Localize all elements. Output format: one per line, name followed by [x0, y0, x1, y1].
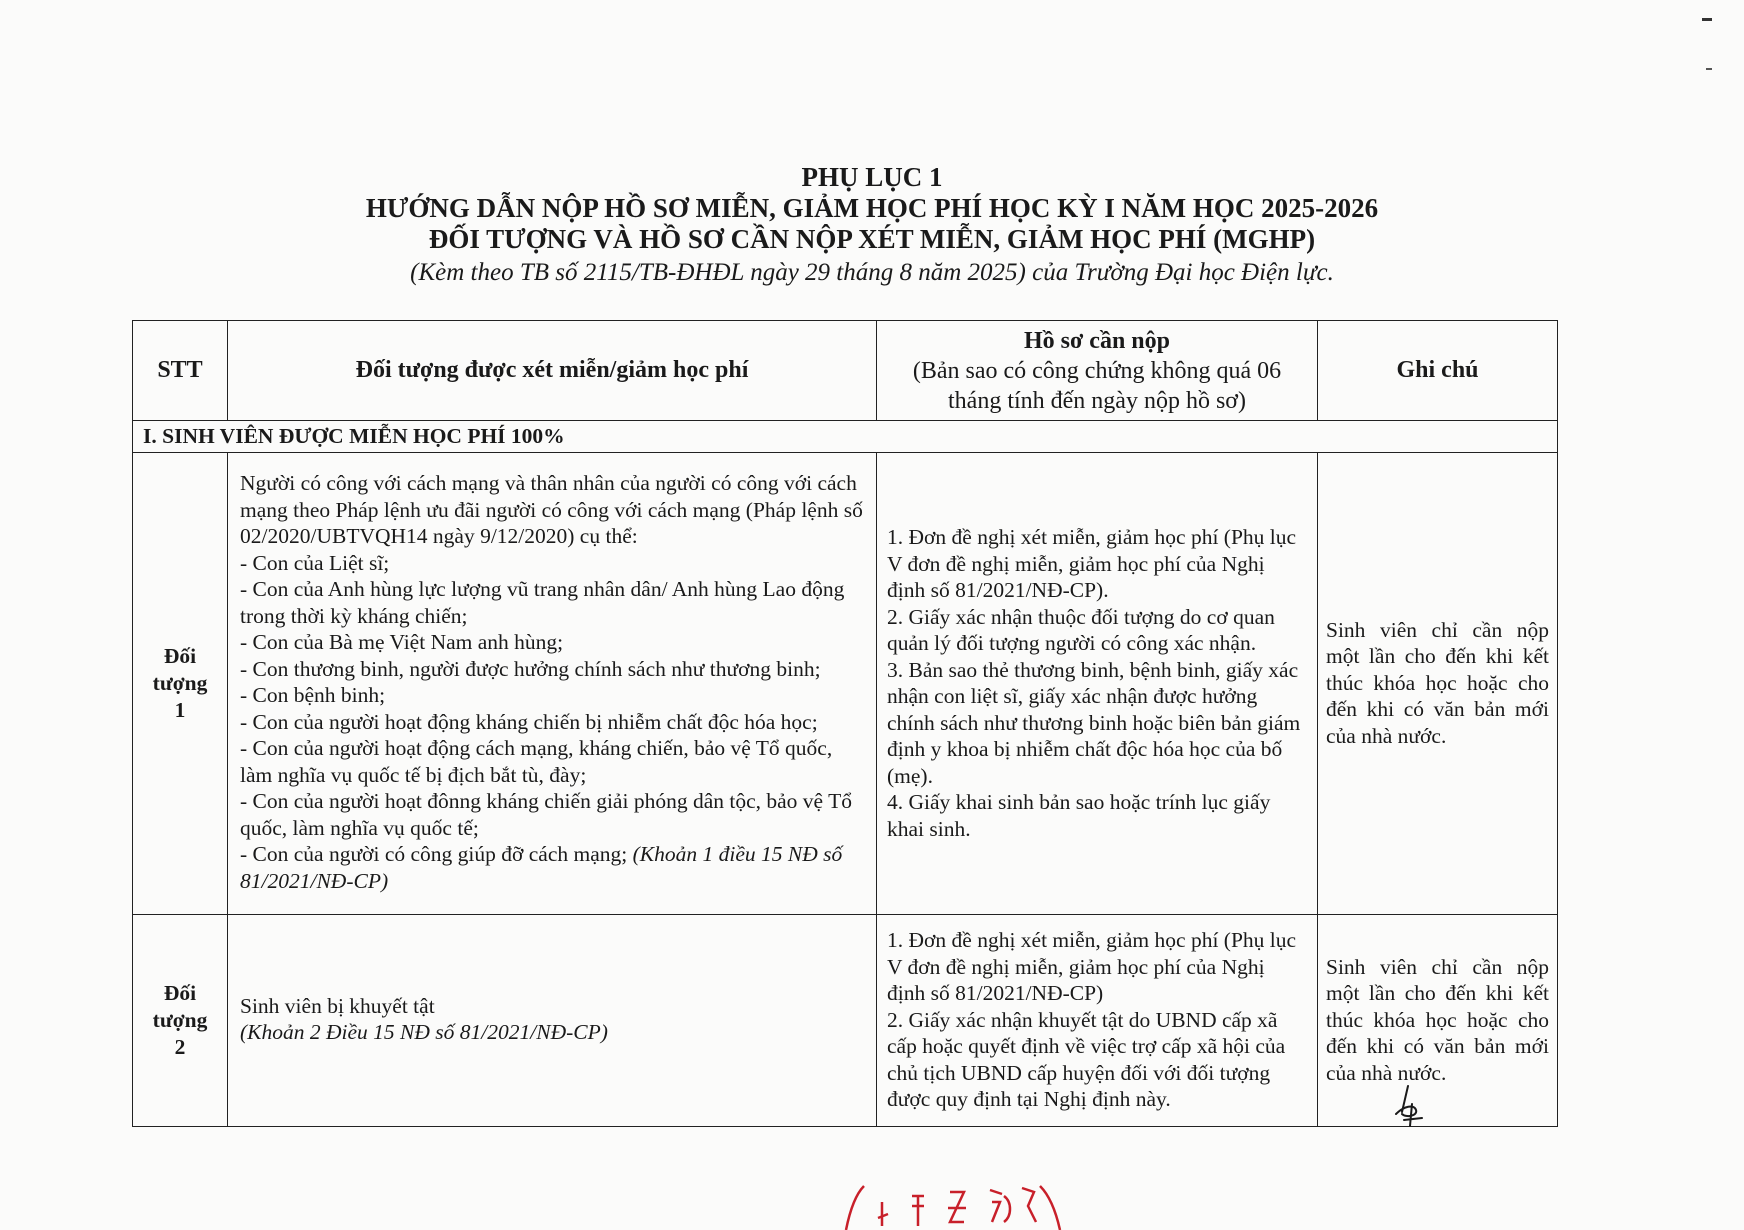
subject-title: ĐỐI TƯỢNG VÀ HỒ SƠ CẦN NỘP XÉT MIỄN, GIẢM HỌC PHÍ (MGHP) — [428, 224, 1316, 254]
row-stt — [133, 452, 228, 914]
object-line — [240, 841, 864, 894]
header-docs — [877, 321, 1318, 421]
guide-title: HƯỚNG DẪN NỘP HỒ SƠ MIỄN, GIẢM HỌC PHÍ HỌC KỲ I NĂM HỌC 2025-2026 — [365, 193, 1379, 223]
red-seal-stamp — [842, 1182, 1064, 1230]
header-stt: STT — [133, 321, 228, 421]
legal-reference: (Khoản 1 điều 15 NĐ số 81/2021/NĐ-CP) — [240, 842, 843, 893]
legal-reference: (Khoản 2 Điều 15 NĐ số 81/2021/NĐ-CP) — [240, 1020, 608, 1044]
row-docs — [877, 452, 1318, 914]
row-note: Sinh viên chỉ cần nộp một lần cho đến khi kết thúc khóa học hoặc cho đến khi có văn bản mới của nhà nước. — [1318, 452, 1558, 914]
row-stt — [133, 914, 228, 1126]
row-note: Sinh viên chỉ cần nộp một lần cho đến khi kết thúc khóa học hoặc cho đến khi có văn bản mới của nhà nước. — [1318, 914, 1558, 1126]
object-line: Sinh viên bị khuyết tật — [240, 993, 435, 1018]
reference-note: (Kèm theo TB số 2115/TB-ĐHĐL ngày 29 tháng 8 năm 2025) của Trường Đại học Điện lực. — [410, 259, 1334, 286]
object-line: - Con bệnh binh; — [240, 683, 386, 707]
row-docs — [877, 914, 1318, 1126]
stt-number: 2 — [174, 1034, 186, 1059]
doc-item: 2. Giấy xác nhận khuyết tật do UBND cấp xã cấp hoặc quyết định về việc trợ cấp xã hội của chủ tịch UBND cấp huyện đối với đối tượng được quy định tại Nghị định này. — [887, 1007, 1286, 1112]
object-line: - Con của người hoạt đônng kháng chiến giải phóng dân tộc, bảo vệ Tổ quốc, làm nghĩa vụ quốc tế; — [240, 789, 852, 840]
appendix-title: PHỤ LỤC 1 — [801, 162, 943, 192]
header-object: Đối tượng được xét miễn/giảm học phí — [228, 321, 877, 421]
table-header-row — [133, 321, 1558, 421]
stt-word: Đối — [163, 643, 197, 668]
object-line: - Con của Liệt sĩ; — [240, 550, 390, 575]
scan-mark — [1702, 18, 1712, 21]
doc-item: 4. Giấy khai sinh bản sao hoặc trính lục giấy khai sinh. — [887, 790, 1271, 841]
doc-item: 2. Giấy xác nhận thuộc đối tượng do cơ quan quản lý đối tượng người có công xác nhận. — [887, 604, 1275, 655]
object-line: - Con của người hoạt động kháng chiến bị nhiễm chất độc hóa học; — [240, 709, 818, 734]
header-docs-title: Hồ sơ cần nộp — [1024, 327, 1170, 354]
stt-word: tượng — [152, 1007, 208, 1032]
eligibility-table — [132, 320, 1558, 1127]
document-heading — [0, 162, 1744, 290]
stt-word: Đối — [163, 980, 197, 1005]
header-docs-sub: (Bản sao có công chứng không quá 06 tháng tính đến ngày nộp hồ sơ) — [912, 357, 1282, 414]
section-title: I. SINH VIÊN ĐƯỢC MIỄN HỌC PHÍ 100% — [133, 421, 1558, 453]
row-object — [228, 914, 877, 1126]
stt-word: tượng — [152, 670, 208, 695]
object-line: - Con của Bà mẹ Việt Nam anh hùng; — [240, 630, 564, 654]
scan-mark — [1706, 68, 1712, 70]
doc-item: 1. Đơn đề nghị xét miễn, giảm học phí (Phụ lục V đơn đề nghị miễn, giảm học phí của Nghị định số 81/2021/NĐ-CP) — [887, 928, 1297, 1006]
object-line: - Con của người hoạt động cách mạng, kháng chiến, bảo vệ Tổ quốc, làm nghĩa vụ quốc tế bị địch bắt tù, đày; — [240, 736, 833, 787]
stt-number: 1 — [174, 697, 186, 722]
object-line: - Con thương binh, người được hưởng chính sách như thương binh; — [240, 656, 821, 681]
doc-item: 1. Đơn đề nghị xét miễn, giảm học phí (Phụ lục V đơn đề nghị miễn, giảm học phí của Nghị định số 81/2021/NĐ-CP). — [887, 525, 1297, 602]
initials-signature — [1392, 1084, 1426, 1128]
object-line-text: - Con của người có công giúp đỡ cách mạng; — [240, 842, 633, 866]
doc-item: 3. Bản sao thẻ thương binh, bệnh binh, giấy xác nhận con liệt sĩ, giấy xác nhận được hưởng chính sách như thương binh hoặc biên bản giám định y khoa bị nhiễm chất độc hóa học của bố (mẹ). — [887, 657, 1301, 788]
table-row — [133, 914, 1558, 1126]
section-row — [133, 421, 1558, 453]
table-row — [133, 452, 1558, 914]
object-line: Người có công với cách mạng và thân nhân của người có công với cách mạng theo Pháp lệnh ưu đãi người có công với cách mạng (Pháp lệnh số 02/2020/UBTVQH14 ngày 9/12/2020) cụ thể: — [240, 471, 863, 548]
header-note: Ghi chú — [1318, 321, 1558, 421]
object-line: - Con của Anh hùng lực lượng vũ trang nhân dân/ Anh hùng Lao động trong thời kỳ kháng chiến; — [240, 577, 845, 628]
row-object — [228, 452, 877, 914]
